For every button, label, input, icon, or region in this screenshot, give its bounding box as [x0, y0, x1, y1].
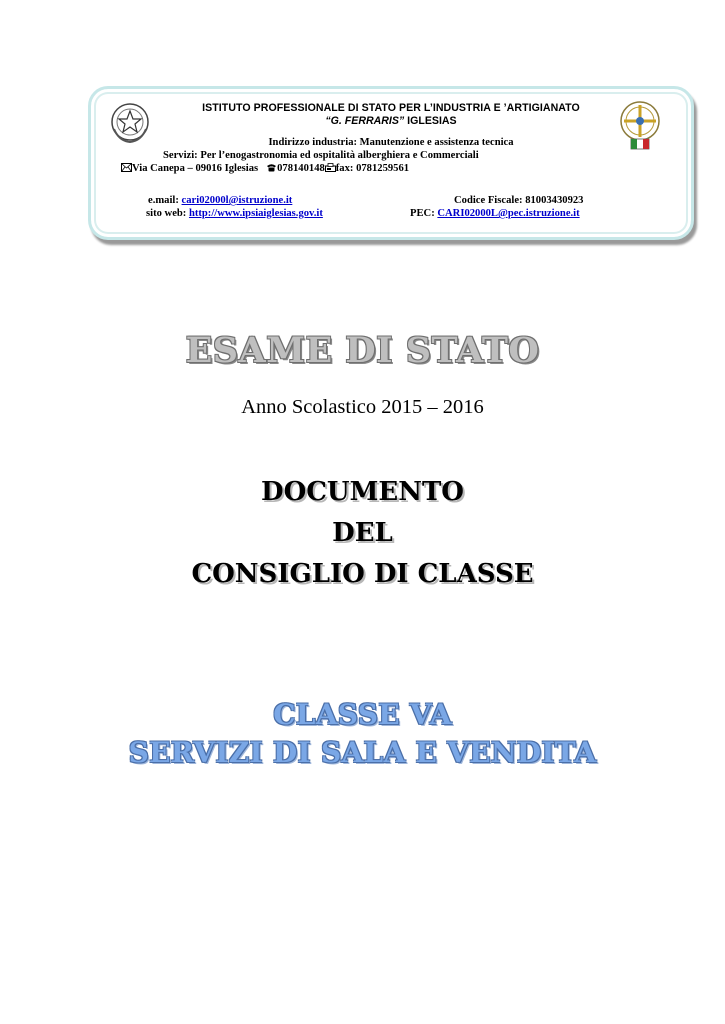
letterhead-box: [88, 86, 694, 240]
class-title-line-2: SERVIZI DI SALA E VENDITA: [128, 736, 597, 769]
envelope-icon: [121, 163, 132, 172]
exam-title: ESAME DI STATO: [185, 330, 540, 371]
pec-link[interactable]: CARI02000L@pec.istruzione.it: [437, 208, 580, 219]
school-logo-icon: [617, 99, 663, 151]
industry-line: Indirizzo industria: Manutenzione e assistenza tecnica: [268, 137, 514, 148]
address-text: Via Canepa – 09016 Iglesias: [132, 163, 259, 174]
phone-number: 078140148: [277, 163, 325, 174]
email-label: e.mail:: [148, 195, 182, 206]
fiscal-code: Codice Fiscale: 81003430923: [454, 195, 584, 206]
web-label: sito web:: [146, 208, 189, 219]
institute-name: “G. FERRARIS”: [325, 115, 405, 127]
address-line: [121, 163, 409, 174]
document-title-line-2: DEL: [332, 518, 393, 548]
fax-number: fax: 0781259561: [335, 163, 410, 174]
phone-icon: [266, 163, 277, 172]
fax-icon: [325, 163, 336, 172]
website-link[interactable]: http://www.ipsiaiglesias.gov.it: [188, 208, 323, 219]
pec-label: PEC:: [410, 208, 438, 219]
document-title-line-3: CONSIGLIO DI CLASSE: [191, 559, 534, 589]
services-line: Servizi: Per l’enogastronomia ed ospitalità alberghiera e Commerciali: [163, 150, 479, 161]
document-title-line-1: DOCUMENTO: [261, 477, 464, 507]
email-line: [148, 195, 292, 206]
email-link[interactable]: cari02000l@istruzione.it: [181, 195, 293, 206]
institute-city: IGLESIAS: [404, 115, 457, 127]
pec-line: [410, 208, 580, 219]
school-year: Anno Scolastico 2015 – 2016: [241, 396, 484, 418]
institute-line: ISTITUTO PROFESSIONALE DI STATO PER L’INDUSTRIA E ’ARTIGIANATO: [202, 102, 580, 114]
website-line: [146, 208, 331, 219]
institute-name-line: [91, 115, 691, 127]
class-title-line-1: CLASSE VA: [273, 698, 452, 731]
